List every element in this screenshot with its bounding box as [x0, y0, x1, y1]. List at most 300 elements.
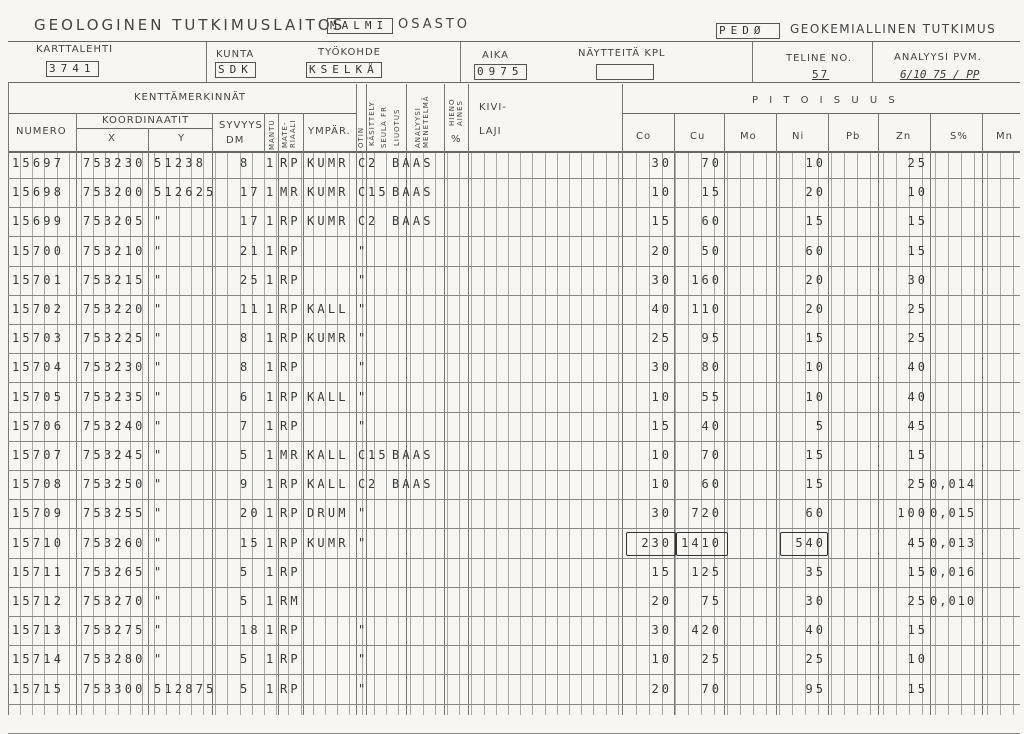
coord-y: " — [154, 623, 165, 637]
cell-grid-line — [857, 153, 858, 715]
row-line — [8, 266, 1020, 267]
surroundings-label: YMPÄR. — [308, 126, 351, 137]
grid-line — [8, 82, 9, 715]
co-value: 15 — [651, 565, 672, 579]
zn-value: 15 — [907, 214, 928, 228]
coord-x: 753300 — [83, 682, 146, 696]
coord-x: 753230 — [83, 156, 146, 170]
cell-grid-line — [301, 153, 302, 715]
cu-value: 70 — [701, 156, 722, 170]
clay: C — [358, 477, 369, 491]
zn-value: 15 — [907, 448, 928, 462]
time-value: 0975 — [474, 64, 527, 80]
department-code: MALMI — [327, 18, 393, 34]
cu-value: 80 — [701, 360, 722, 374]
soil-code: 1 — [266, 360, 277, 374]
y-label: Y — [178, 133, 186, 144]
coord-y: 512625 — [154, 185, 217, 199]
cell-grid-line — [386, 153, 387, 715]
row-line — [8, 558, 1020, 559]
coord-y: " — [154, 360, 165, 374]
cell-grid-line — [766, 153, 767, 715]
material: RP — [280, 331, 301, 345]
cell-grid-line — [792, 153, 793, 715]
cell-grid-line — [779, 153, 780, 715]
material: MR — [280, 185, 301, 199]
cell-grid-line — [423, 153, 424, 715]
material: RP — [280, 477, 301, 491]
coord-x: 753215 — [83, 273, 146, 287]
element-mo: Mo — [740, 131, 757, 142]
coord-x: 753240 — [83, 419, 146, 433]
material: RP — [280, 419, 301, 433]
header-bottom-line — [8, 151, 1020, 153]
ni-value: 10 — [805, 156, 826, 170]
processing: 15 — [368, 448, 389, 462]
depth: 8 — [240, 331, 251, 345]
samples-value — [596, 64, 654, 80]
clay: C — [358, 156, 369, 170]
s-value: 0,013 — [930, 536, 977, 550]
surroundings: KUMR — [307, 156, 349, 170]
cu-value: 60 — [701, 214, 722, 228]
cell-grid-line — [325, 153, 326, 715]
coord-x: 753230 — [83, 360, 146, 374]
cell-grid-line — [215, 153, 216, 715]
zn-value: 25 — [907, 331, 928, 345]
row-line — [8, 236, 1020, 237]
material: RP — [280, 536, 301, 550]
cell-grid-line — [727, 153, 728, 715]
material-label: MATE-RIAALI — [281, 119, 297, 148]
soil-code: 1 — [266, 652, 277, 666]
soil-code: 1 — [266, 536, 277, 550]
row-line — [8, 441, 1020, 442]
depth: 5 — [240, 594, 251, 608]
zn-value: 40 — [907, 360, 928, 374]
cu-value: 15 — [701, 185, 722, 199]
meta-separator — [460, 42, 461, 82]
cu-value: 420 — [691, 623, 722, 637]
fines-unit-label: % — [451, 134, 462, 145]
ni-value: 15 — [805, 477, 826, 491]
co-value: 10 — [651, 390, 672, 404]
element-pb: Pb — [846, 131, 861, 142]
material: RP — [280, 623, 301, 637]
cu-value: 125 — [691, 565, 722, 579]
cu-value: 70 — [701, 682, 722, 696]
coord-x: 753235 — [83, 390, 146, 404]
coord-y: " — [154, 448, 165, 462]
coord-x: 753265 — [83, 565, 146, 579]
coord-x: 753210 — [83, 244, 146, 258]
cell-grid-line — [844, 153, 845, 715]
material: RP — [280, 506, 301, 520]
ni-value: 10 — [805, 360, 826, 374]
material: RP — [280, 565, 301, 579]
clay: " — [358, 390, 369, 404]
depth: 25 — [240, 273, 261, 287]
co-value: 20 — [651, 244, 672, 258]
coordinates-label: KOORDINAATIT — [102, 115, 190, 126]
number-label: NUMERO — [16, 126, 67, 137]
surroundings: KUMR — [307, 536, 349, 550]
s-value: 0,015 — [930, 506, 977, 520]
cu-value: 25 — [701, 652, 722, 666]
ni-value: 10 — [805, 390, 826, 404]
grid-line — [303, 113, 304, 715]
ni-value: 35 — [805, 565, 826, 579]
ni-value: 540 — [795, 536, 826, 550]
s-value: 0,014 — [930, 477, 977, 491]
soil-code: 1 — [266, 419, 277, 433]
contents-label: P I T O I S U U S — [752, 95, 899, 106]
cell-grid-line — [896, 153, 897, 715]
depth: 5 — [240, 565, 251, 579]
zn-value: 25 — [907, 477, 928, 491]
sample-number: 15706 — [12, 419, 65, 433]
sample-number: 15707 — [12, 448, 65, 462]
surroundings: KALL — [307, 390, 349, 404]
coord-y: " — [154, 244, 165, 258]
row-line — [8, 645, 1020, 646]
ni-value: 15 — [805, 448, 826, 462]
cu-value: 95 — [701, 331, 722, 345]
cu-value: 720 — [691, 506, 722, 520]
depth: 11 — [240, 302, 261, 316]
clay: " — [358, 536, 369, 550]
project-label: TYÖKOHDE — [318, 47, 381, 58]
cell-grid-line — [166, 153, 167, 715]
zn-value: 15 — [907, 682, 928, 696]
material: RP — [280, 390, 301, 404]
element-zn: Zn — [896, 131, 912, 142]
cell-grid-line — [447, 153, 448, 715]
clay: " — [358, 419, 369, 433]
clay-label: OTIN — [357, 126, 365, 148]
clay: C — [358, 448, 369, 462]
meta-separator — [752, 42, 753, 82]
dissolution: BAAS — [392, 448, 434, 462]
co-value: 10 — [651, 477, 672, 491]
department-label: OSASTO — [398, 17, 471, 32]
processing: 2 — [368, 214, 379, 228]
ni-value: 25 — [805, 652, 826, 666]
cell-grid-line — [935, 153, 936, 715]
ni-value: 5 — [815, 419, 826, 433]
ni-value: 60 — [805, 506, 826, 520]
ni-value: 15 — [805, 214, 826, 228]
project-value: KSELKÄ — [306, 62, 382, 78]
cu-value: 1410 — [681, 536, 722, 550]
cell-grid-line — [398, 153, 399, 715]
cell-grid-line — [227, 153, 228, 715]
coord-x: 753225 — [83, 331, 146, 345]
cell-grid-line — [606, 153, 607, 715]
grid-line — [148, 128, 149, 715]
coord-x: 753220 — [83, 302, 146, 316]
sample-number: 15702 — [12, 302, 65, 316]
cell-grid-line — [740, 153, 741, 715]
coord-y: " — [154, 390, 165, 404]
grid-line — [212, 113, 213, 715]
co-value: 30 — [651, 156, 672, 170]
cu-value: 160 — [691, 273, 722, 287]
study-label: GEOKEMIALLINEN TUTKIMUS — [790, 22, 997, 36]
coord-y: " — [154, 565, 165, 579]
sample-number: 15699 — [12, 214, 65, 228]
cell-grid-line — [688, 153, 689, 715]
grid-line — [828, 113, 829, 715]
depth: 6 — [240, 390, 251, 404]
soil-code: 1 — [266, 331, 277, 345]
soil-label: MANTU — [268, 119, 276, 150]
zn-value: 30 — [907, 273, 928, 287]
cell-grid-line — [753, 153, 754, 715]
coord-x: 753280 — [83, 652, 146, 666]
x-label: X — [108, 133, 116, 144]
rack-value: 57 — [812, 68, 830, 81]
cell-grid-line — [961, 153, 962, 715]
material: RM — [280, 594, 301, 608]
cu-value: 50 — [701, 244, 722, 258]
row-line — [8, 528, 1020, 529]
cell-grid-line — [987, 153, 988, 715]
cell-grid-line — [374, 153, 375, 715]
soil-code: 1 — [266, 477, 277, 491]
depth: 18 — [240, 623, 261, 637]
zn-value: 10 — [907, 652, 928, 666]
material: RP — [280, 244, 301, 258]
cell-grid-line — [508, 153, 509, 715]
zn-value: 15 — [907, 244, 928, 258]
meta-separator — [206, 42, 207, 82]
row-line — [8, 353, 1020, 354]
cell-grid-line — [313, 153, 314, 715]
zn-value: 25 — [907, 156, 928, 170]
material: RP — [280, 273, 301, 287]
dissolution: BAAS — [392, 477, 434, 491]
method-label: ANALYYSI MENETELMÄ — [414, 95, 430, 148]
cell-grid-line — [1000, 153, 1001, 715]
meta-divider — [8, 82, 1020, 83]
soil-code: 1 — [266, 623, 277, 637]
co-value: 10 — [651, 652, 672, 666]
cell-grid-line — [435, 153, 436, 715]
processing: 2 — [368, 156, 379, 170]
clay: " — [358, 273, 369, 287]
surroundings: KALL — [307, 448, 349, 462]
cell-grid-line — [264, 153, 265, 715]
co-value: 40 — [651, 302, 672, 316]
field-marks-label: KENTTÄMERKINNÄT — [134, 92, 246, 103]
sample-number: 15703 — [12, 331, 65, 345]
soil-code: 1 — [266, 273, 277, 287]
zn-value: 25 — [907, 302, 928, 316]
analysis-date-label: ANALYYSI PVM. — [894, 52, 982, 63]
dissolution: BAAS — [392, 214, 434, 228]
surroundings: DRUM — [307, 506, 349, 520]
dissolution: BAAS — [392, 156, 434, 170]
grid-line — [982, 113, 983, 715]
s-value: 0,016 — [930, 565, 977, 579]
co-value: 25 — [651, 331, 672, 345]
coord-y: " — [154, 506, 165, 520]
ni-value: 95 — [805, 682, 826, 696]
coord-y: " — [154, 477, 165, 491]
rack-label: TELINE NO. — [786, 53, 853, 64]
institute-title: GEOLOGINEN TUTKIMUSLAITOS — [34, 16, 346, 34]
municipality-value: SDK — [215, 62, 256, 78]
sample-number: 15710 — [12, 536, 65, 550]
surroundings: KALL — [307, 302, 349, 316]
depth: 5 — [240, 652, 251, 666]
cell-grid-line — [69, 153, 70, 715]
cell-grid-line — [974, 153, 975, 715]
clay: " — [358, 682, 369, 696]
material: MR — [280, 448, 301, 462]
ni-value: 20 — [805, 273, 826, 287]
material: RP — [280, 302, 301, 316]
element-s: S% — [950, 131, 968, 142]
cell-grid-line — [496, 153, 497, 715]
zn-value: 15 — [907, 565, 928, 579]
cu-value: 55 — [701, 390, 722, 404]
cell-grid-line — [520, 153, 521, 715]
sample-number: 15712 — [12, 594, 65, 608]
co-value: 30 — [651, 273, 672, 287]
sample-number: 15705 — [12, 390, 65, 404]
clay: " — [358, 360, 369, 374]
zn-value: 45 — [907, 536, 928, 550]
co-value: 30 — [651, 623, 672, 637]
coord-x: 753205 — [83, 214, 146, 228]
cu-value: 110 — [691, 302, 722, 316]
meta-separator — [872, 42, 873, 82]
grid-line — [278, 113, 279, 715]
cell-grid-line — [675, 153, 676, 715]
element-ni: Ni — [792, 131, 805, 142]
soil-code: 1 — [266, 185, 277, 199]
cell-grid-line — [870, 153, 871, 715]
cell-grid-line — [484, 153, 485, 715]
material: RP — [280, 682, 301, 696]
ni-anomaly-box — [780, 532, 828, 556]
sample-number: 15714 — [12, 652, 65, 666]
soil-code: 1 — [266, 594, 277, 608]
ni-value: 20 — [805, 185, 826, 199]
sample-number: 15700 — [12, 244, 65, 258]
cell-grid-line — [349, 153, 350, 715]
time-label: AIKA — [482, 50, 510, 61]
clay: " — [358, 331, 369, 345]
cell-grid-line — [337, 153, 338, 715]
map-sheet-label: KARTTALEHTI — [36, 44, 114, 55]
depth: 20 — [240, 506, 261, 520]
ni-value: 60 — [805, 244, 826, 258]
coord-x: 753255 — [83, 506, 146, 520]
sample-number: 15713 — [12, 623, 65, 637]
map-sheet-value: 3741 — [46, 61, 99, 77]
clay: " — [358, 506, 369, 520]
sample-number: 15715 — [12, 682, 65, 696]
depth: 9 — [240, 477, 251, 491]
cell-grid-line — [203, 153, 204, 715]
soil-code: 1 — [266, 302, 277, 316]
sample-number: 15709 — [12, 506, 65, 520]
processing: 15 — [368, 185, 389, 199]
coord-x: 753250 — [83, 477, 146, 491]
clay: C — [358, 214, 369, 228]
row-line — [8, 674, 1020, 675]
coord-y: " — [154, 652, 165, 666]
coord-x: 753200 — [83, 185, 146, 199]
depth: 17 — [240, 185, 261, 199]
ni-value: 15 — [805, 331, 826, 345]
sample-number: 15698 — [12, 185, 65, 199]
coord-y: " — [154, 273, 165, 287]
cell-grid-line — [191, 153, 192, 715]
fines-label: HIENO AINES — [448, 98, 464, 126]
grid-line — [930, 113, 931, 715]
cell-grid-line — [459, 153, 460, 715]
coord-x: 753270 — [83, 594, 146, 608]
sample-number: 15697 — [12, 156, 65, 170]
sample-number: 15711 — [12, 565, 65, 579]
ni-value: 40 — [805, 623, 826, 637]
contents-divider — [622, 113, 1020, 114]
cell-grid-line — [179, 153, 180, 715]
cell-grid-line — [532, 153, 533, 715]
row-line — [8, 412, 1020, 413]
co-value: 15 — [651, 419, 672, 433]
clay: C — [358, 185, 369, 199]
cell-grid-line — [581, 153, 582, 715]
soil-code: 1 — [266, 156, 277, 170]
co-value: 20 — [651, 682, 672, 696]
coord-y: " — [154, 536, 165, 550]
row-line — [8, 616, 1020, 617]
soil-code: 1 — [266, 390, 277, 404]
cell-grid-line — [545, 153, 546, 715]
depth: 7 — [240, 419, 251, 433]
zn-value: 45 — [907, 419, 928, 433]
grid-line — [76, 113, 77, 715]
sieve-label: SEULA FR — [380, 106, 388, 148]
cu-value: 70 — [701, 448, 722, 462]
cell-grid-line — [883, 153, 884, 715]
soil-code: 1 — [266, 506, 277, 520]
coord-y: " — [154, 331, 165, 345]
soil-code: 1 — [266, 682, 277, 696]
processing: 2 — [368, 477, 379, 491]
dissolution: BAAS — [392, 185, 434, 199]
co-value: 30 — [651, 360, 672, 374]
cell-grid-line — [649, 153, 650, 715]
coord-y: " — [154, 302, 165, 316]
cell-grid-line — [618, 153, 619, 715]
clay: " — [358, 623, 369, 637]
sample-number: 15704 — [12, 360, 65, 374]
row-line — [8, 207, 1020, 208]
depth-unit-label: DM — [226, 135, 245, 146]
row-line — [8, 382, 1020, 383]
ni-value: 30 — [805, 594, 826, 608]
dissolution-label: LIUOTUS — [393, 108, 401, 146]
zn-value: 40 — [907, 390, 928, 404]
material: RP — [280, 652, 301, 666]
cell-grid-line — [410, 153, 411, 715]
